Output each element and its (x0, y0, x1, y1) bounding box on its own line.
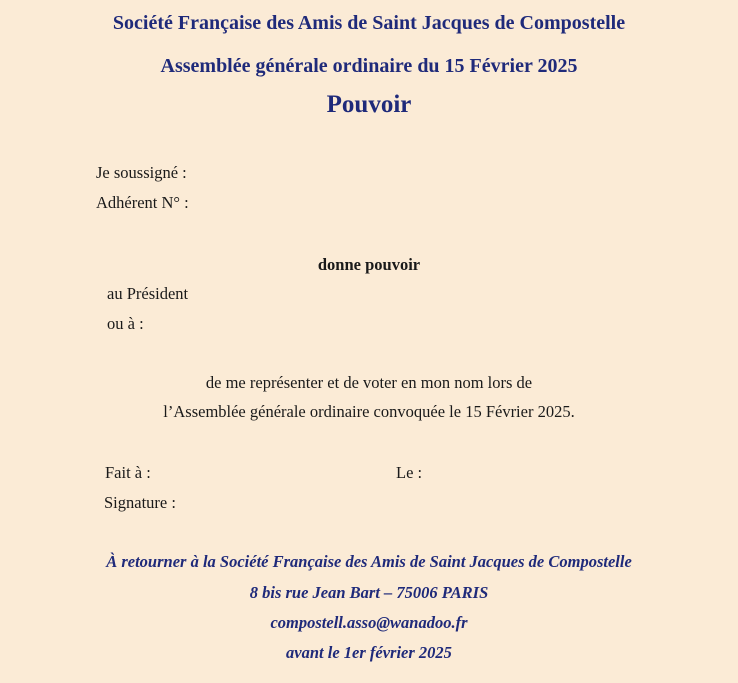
meeting-title: Assemblée générale ordinaire du 15 Février 2025 (160, 55, 578, 77)
undersigned-label: Je soussigné : (96, 163, 187, 182)
org-title: Société Française des Amis de Saint Jacques de Compostelle (112, 12, 626, 34)
postal-address: 8 bis rue Jean Bart – 75006 PARIS (249, 583, 489, 602)
signature-label: Signature : (104, 493, 176, 512)
contact-email: compostell.asso@wanadoo.fr (270, 613, 468, 632)
return-instructions: À retourner à la Société Française des Amis de Saint Jacques de Compostelle (106, 552, 632, 571)
president-option: au Président (107, 284, 189, 303)
document-title: Pouvoir (326, 91, 412, 118)
date-label: Le : (396, 463, 423, 482)
mandate-line-1: de me représenter et de voter en mon nom lors de (205, 373, 533, 392)
member-number-label: Adhérent N° : (96, 193, 189, 212)
return-deadline: avant le 1er février 2025 (286, 643, 452, 662)
mandate-line-2: l’Assemblée générale ordinaire convoquée le 15 Février 2025. (163, 402, 575, 421)
grant-text: donne pouvoir (317, 255, 421, 274)
other-proxy-label: ou à : (107, 314, 144, 333)
place-label: Fait à : (105, 463, 151, 482)
